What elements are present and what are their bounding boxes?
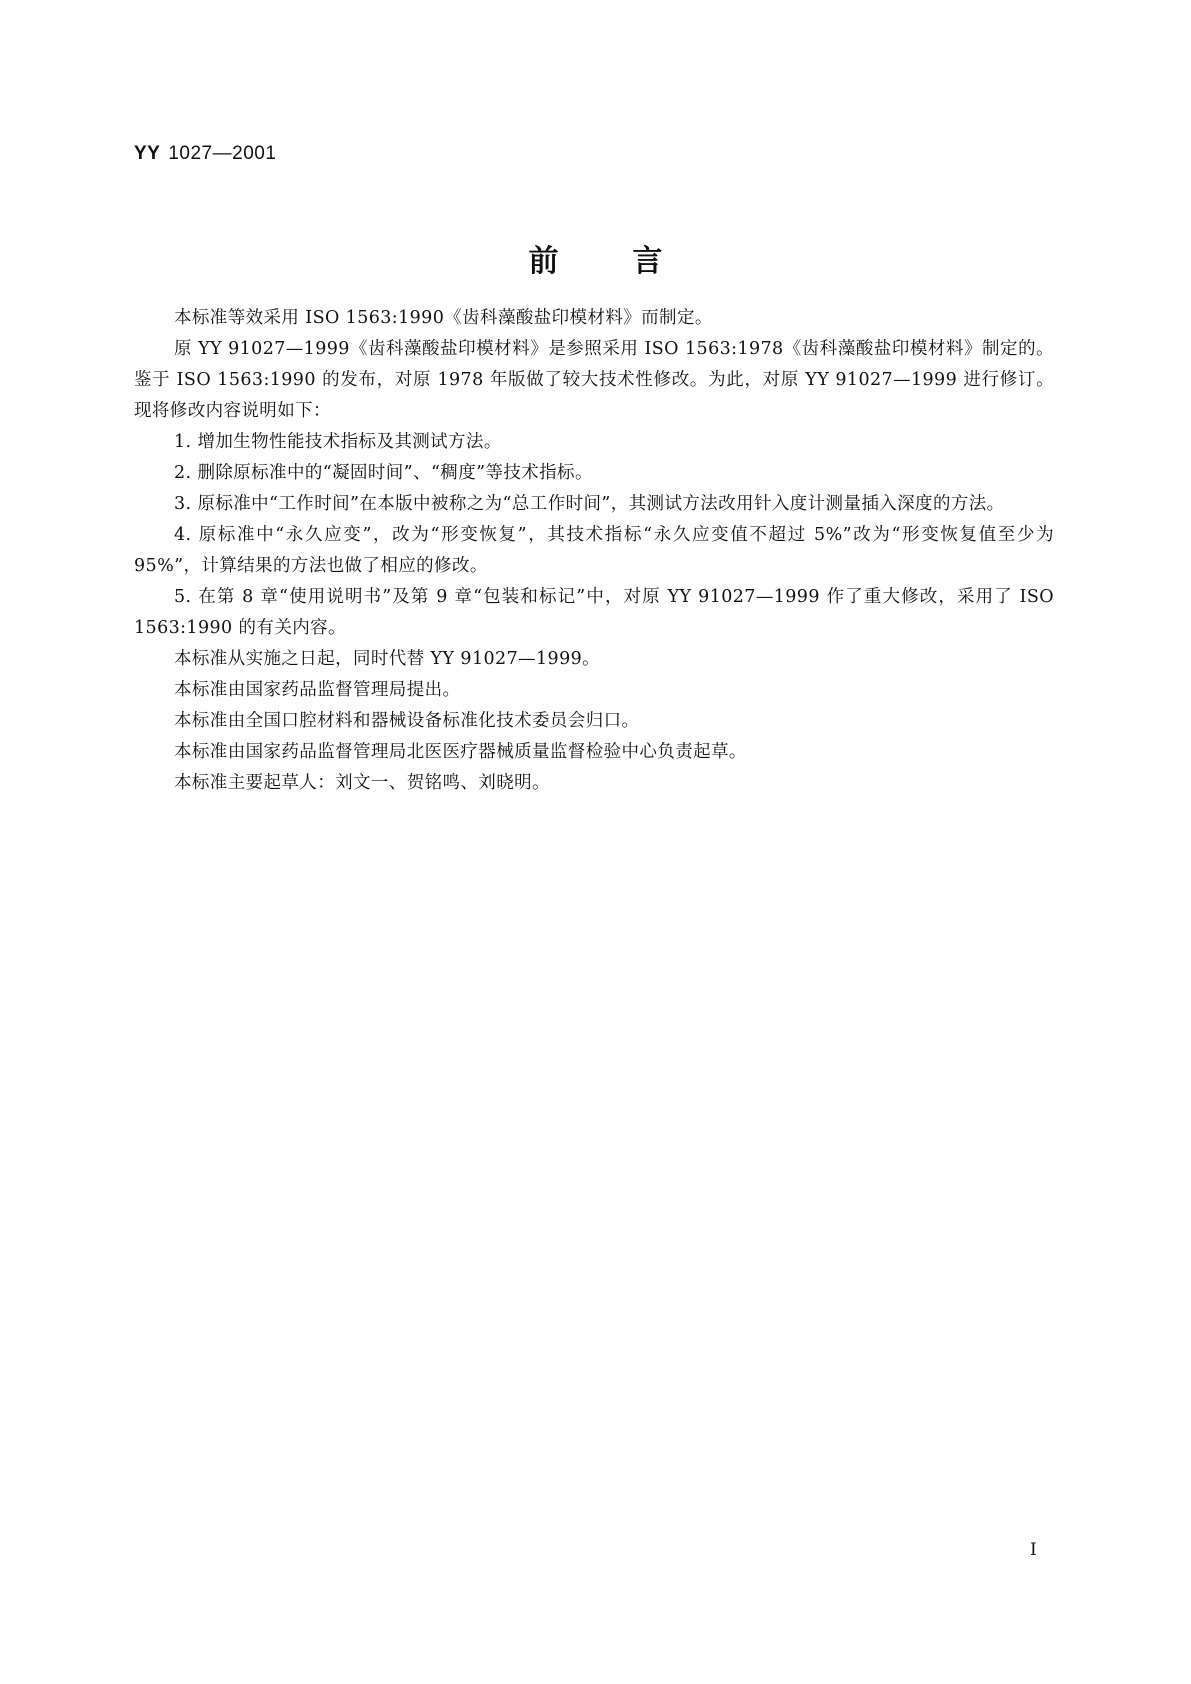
page-title — [0, 236, 1191, 280]
paragraph-proposer: 本标准由国家药品监督管理局提出。 — [174, 680, 461, 700]
paragraph-revision-background: 原 YY 91027—1999《齿科藻酸盐印模材料》是参照采用 ISO 1563:1978《齿科藻酸盐印模材料》制定的。鉴于 ISO 1563:1990 的发布，对原 1978 年版做了较大技术性修改。为此，对原 YY 91027—1999 进行修订。现将修改内容说明如下： — [134, 339, 1054, 421]
foreword-body — [134, 303, 1054, 799]
paragraph-drafting-unit: 本标准由国家药品监督管理局北医医疗器械质量监督检验中心负责起草。 — [174, 742, 747, 762]
paragraph-change-5: 5. 在第 8 章“使用说明书”及第 9 章“包装和标记”中，对原 YY 91027—1999 作了重大修改，采用了 ISO 1563:1990 的有关内容。 — [134, 587, 1054, 638]
paragraph-drafters: 本标准主要起草人：刘文一、贺铭鸣、刘晓明。 — [174, 773, 550, 793]
paragraph-change-1: 1. 增加生物性能技术指标及其测试方法。 — [174, 432, 502, 452]
paragraph-change-4: 4. 原标准中“永久应变”，改为“形变恢复”，其技术指标“永久应变值不超过 5%”改为“形变恢复值至少为 95%”，计算结果的方法也做了相应的修改。 — [134, 525, 1054, 576]
paragraph-change-2: 2. 删除原标准中的“凝固时间”、“稠度”等技术指标。 — [174, 463, 593, 483]
title-char-2: 言 — [632, 244, 663, 279]
standard-code-number: 1027—2001 — [168, 143, 277, 164]
page-number: I — [1030, 1540, 1037, 1560]
paragraph-replacement: 本标准从实施之日起，同时代替 YY 91027—1999。 — [174, 649, 601, 669]
paragraph-change-3: 3. 原标准中“工作时间”在本版中被称之为“总工作时间”，其测试方法改用针入度计测量插入深度的方法。 — [174, 494, 1005, 514]
title-char-1: 前 — [528, 244, 559, 279]
standard-code — [134, 143, 276, 165]
paragraph-centralized-by: 本标准由全国口腔材料和器械设备标准化技术委员会归口。 — [174, 711, 640, 731]
paragraph-adoption: 本标准等效采用 ISO 1563:1990《齿科藻酸盐印模材料》而制定。 — [174, 308, 713, 328]
standard-code-prefix: YY — [134, 143, 161, 164]
